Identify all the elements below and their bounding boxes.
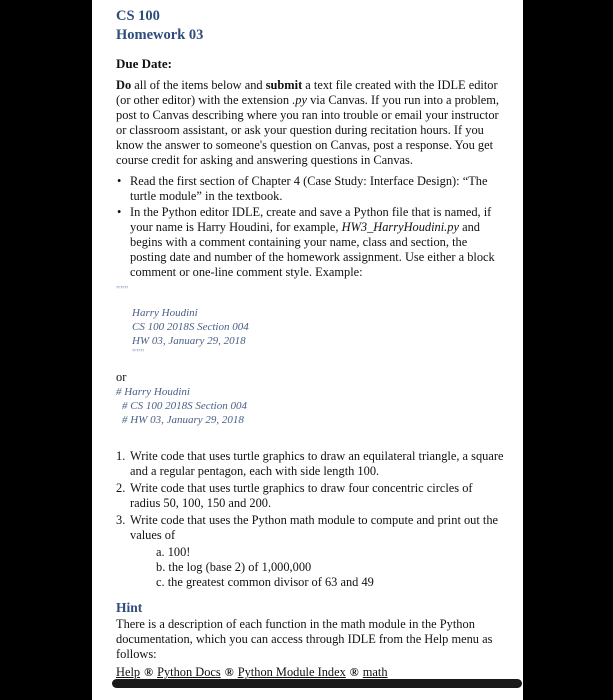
- subtask-list: [130, 545, 504, 590]
- document-page: [92, 0, 523, 700]
- task-item: [116, 513, 504, 590]
- comment-line: # CS 100 2018S Section 004: [122, 400, 247, 412]
- intro-extension: .py: [292, 93, 307, 107]
- intro-do: Do: [116, 78, 132, 92]
- home-indicator-bar[interactable]: [112, 679, 522, 688]
- subtask-item: [146, 575, 504, 590]
- subtask-text: the greatest common divisor of 63 and 49: [167, 575, 374, 589]
- task-text: Write code that uses turtle graphics to draw an equilateral triangle, a square and a regular pentagon, each with side length 100.: [130, 449, 504, 478]
- subtask-item: [146, 545, 504, 560]
- task-number: 3.: [116, 513, 126, 527]
- menu-path-module-index: Python Module Index: [237, 665, 346, 679]
- instruction-bullets: [116, 174, 504, 280]
- course-title: CS 100: [116, 8, 160, 24]
- block-comment-example: [132, 306, 504, 348]
- intro-mid: all of the items below and: [131, 78, 266, 92]
- task-text: Write code that uses the Python math module to compute and print out the values of: [130, 513, 499, 542]
- menu-path-help: Help: [116, 665, 141, 679]
- subtask-label: c.: [156, 575, 165, 589]
- comment-line: # Harry Houdini: [116, 386, 190, 398]
- subtask-item: [146, 560, 504, 575]
- task-list: [116, 449, 504, 590]
- or-label: or: [116, 370, 127, 384]
- path-separator-icon: ®: [349, 665, 359, 679]
- intro-paragraph: [116, 78, 504, 168]
- subtask-text: the log (base 2) of 1,000,000: [168, 560, 312, 574]
- menu-path-math: math: [362, 665, 388, 679]
- task-number: 2.: [116, 481, 126, 495]
- menu-path-python-docs: Python Docs: [157, 665, 221, 679]
- code-line: CS 100 2018S Section 004: [132, 321, 249, 333]
- bullet2-text-b: and begins with a comment containing your name, class and section, the posting date and number of the homework assignment. Use either a block comment or one-line comment style. Example:: [130, 220, 495, 279]
- subtask-label: a.: [156, 545, 165, 559]
- code-line: Harry Houdini: [132, 307, 198, 319]
- example-filename: HW3_HarryHoudini.py: [341, 220, 459, 234]
- subtask-label: b.: [156, 560, 166, 574]
- hint-paragraph: There is a description of each function in the math module in the Python documentation, which you can access through IDLE from the Help menu as follows:: [116, 617, 493, 661]
- intro-submit: submit: [265, 78, 303, 92]
- path-separator-icon: ®: [224, 665, 234, 679]
- comment-line: # HW 03, January 29, 2018: [122, 414, 244, 426]
- task-number: 1.: [116, 449, 126, 463]
- document-content: [116, 7, 504, 680]
- homework-title: Homework 03: [116, 27, 204, 43]
- bullet-read-chapter: • Read the first section of Chapter 4 (Case Study: Interface Design): “The turtle module” in the textbook.: [116, 174, 504, 204]
- line-comment-example: [116, 385, 504, 427]
- subtask-text: 100!: [167, 545, 191, 559]
- bullet2-text-a: In the Python editor IDLE, create and save a Python file that is named, if your name is Harry Houdini, for example,: [130, 205, 492, 234]
- intro-rest1: a text file created with the IDLE editor (or other editor) with the extension: [116, 78, 498, 107]
- bullet-create-file: [116, 205, 504, 280]
- path-separator-icon: ®: [144, 665, 154, 679]
- task-item: [116, 449, 504, 479]
- task-item: [116, 481, 504, 511]
- intro-rest2: via Canvas. If you run into a problem, post to Canvas describing where you ran into trouble or email your instructor or classroom assistant, or ask your question during recitation hours. If you know the answer to someone's question on Canvas, post a response. You get course credit for asking and answering questions in Canvas.: [116, 93, 499, 167]
- task-text: Write code that uses turtle graphics to draw four concentric circles of radius 50, 100, 150 and 200.: [130, 481, 473, 510]
- due-date-label: Due Date:: [116, 56, 172, 71]
- menu-path: [116, 665, 504, 680]
- hint-heading: Hint: [116, 600, 143, 615]
- docstring-close: """: [132, 348, 145, 359]
- code-line: HW 03, January 29, 2018: [132, 335, 246, 347]
- docstring-open: """: [116, 285, 129, 296]
